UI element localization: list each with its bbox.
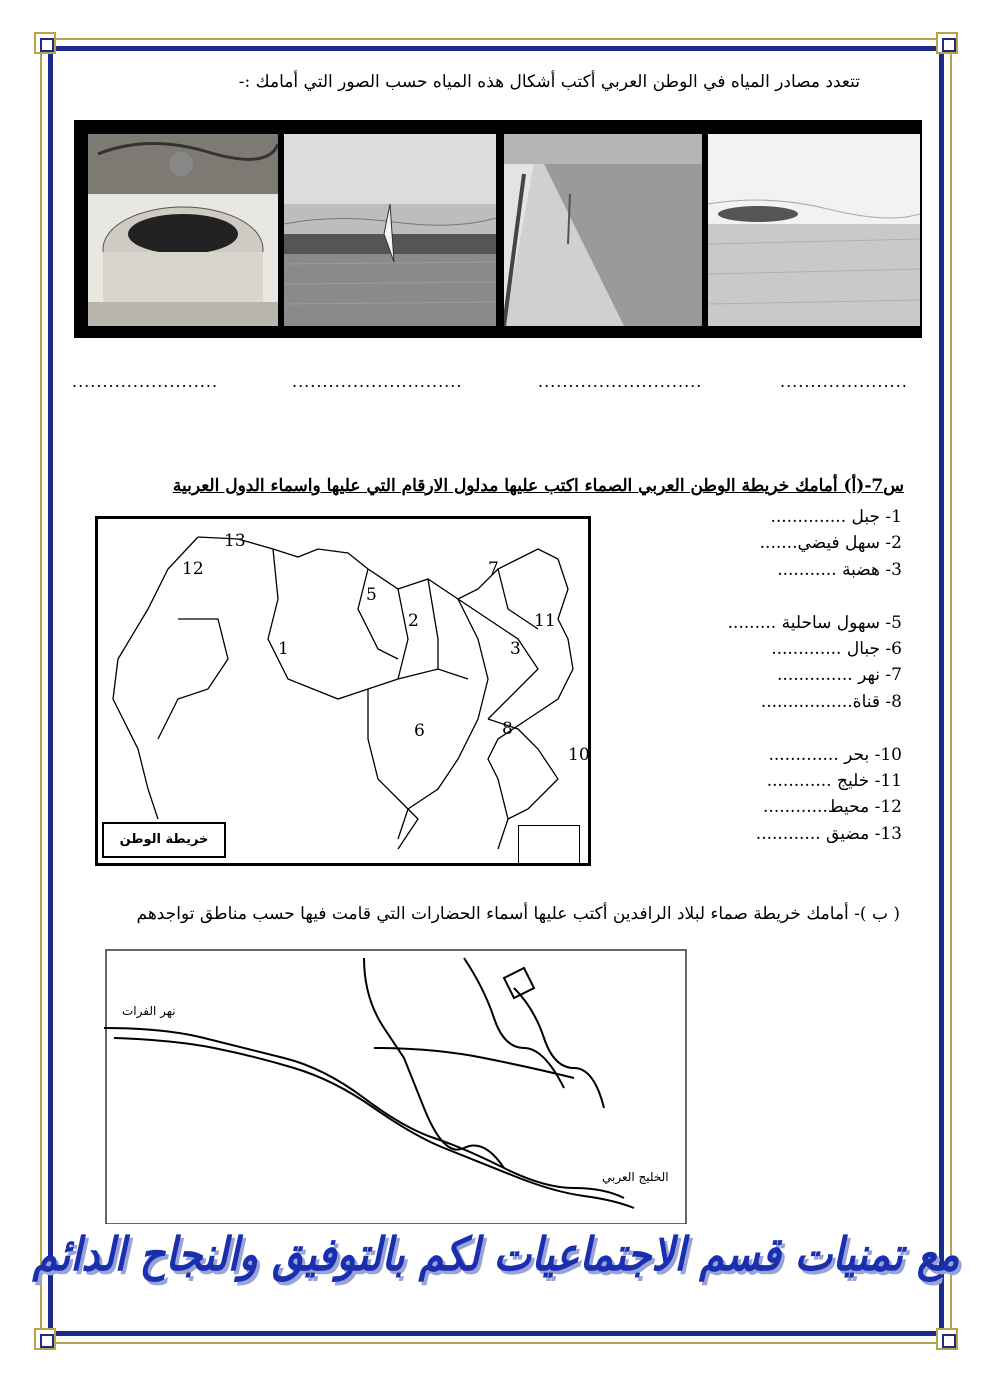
legend-item[interactable]: 12- محيط............ [763,797,902,818]
answer-line-4[interactable]: ..................... [780,372,908,391]
map-number-8: 8 [502,719,513,739]
map-outline [98,519,588,863]
gulf-label: الخليج العربي [602,1170,669,1184]
map-number-12: 12 [182,559,204,579]
arab-world-map [95,516,591,866]
legend-item[interactable]: 1- جبل .............. [770,507,902,527]
question-b-title: ( ب )- أمامك خريطة صماء لبلاد الرافدين أكتب عليها أسماء الحضارات التي قامت فيها حسب مناطق تواجدهم [136,904,900,924]
corner-ornament [34,32,56,54]
euphrates-label: نهر الفرات [122,1004,176,1018]
water-sources-photo-strip [74,120,922,338]
legend-list [728,504,902,847]
legend-item[interactable]: 8- قناة................. [760,691,902,712]
footer-wish: مع تمنيات قسم الاجتماعيات لكم بالتوفيق والنجاح الدائم [32,1228,960,1282]
map-number-6: 6 [414,721,425,741]
legend-item[interactable]: 5- سهول ساحلية ......... [727,612,902,633]
corner-ornament [34,1328,56,1350]
legend-item[interactable]: 13- مضيق ............ [755,823,902,844]
legend-item[interactable]: 6- جبال ............. [771,638,902,659]
photo-well [88,134,278,326]
legend-item[interactable]: 7- نهر .............. [777,665,902,686]
map-number-3: 3 [510,639,521,659]
map-number-1: 1 [278,639,289,659]
photo-sea-coast [708,134,920,326]
photo-canal [504,134,702,326]
mesopotamia-map [104,948,694,1224]
legend-item[interactable]: 10- بحر ............. [768,744,902,765]
legend-item[interactable]: 3- هضبة ........... [777,559,902,580]
corner-ornament [936,32,958,54]
intro-instruction: تتعدد مصادر المياه في الوطن العربي أكتب أشكال هذه المياه حسب الصور التي أمامك :- [238,72,860,92]
map-title-label: خريطة الوطن [102,822,226,858]
map-number-13: 13 [224,531,246,551]
legend-item[interactable]: 11- خليج ............ [766,770,902,791]
answer-line-2[interactable]: ............................ [292,372,463,391]
inset-map-islands [518,825,580,865]
photo-nile-river [284,134,496,326]
map-number-2: 2 [408,611,419,631]
legend-gap [728,583,902,609]
question-7-title: س7-(أ) أمامك خريطة الوطن العربي الصماء اكتب عليها مدلول الارقام التي عليها واسماء الدول العربية [172,476,904,496]
map-number-5: 5 [366,585,377,605]
map-number-11: 11 [534,611,556,631]
legend-gap [728,715,902,741]
corner-ornament [936,1328,958,1350]
legend-item[interactable]: 2- سهل فيضي....... [759,533,902,554]
answer-line-1[interactable]: ........................ [72,372,219,391]
map-number-7: 7 [488,559,499,579]
map-number-10: 10 [568,745,590,765]
answer-line-3[interactable]: ........................... [538,372,703,391]
